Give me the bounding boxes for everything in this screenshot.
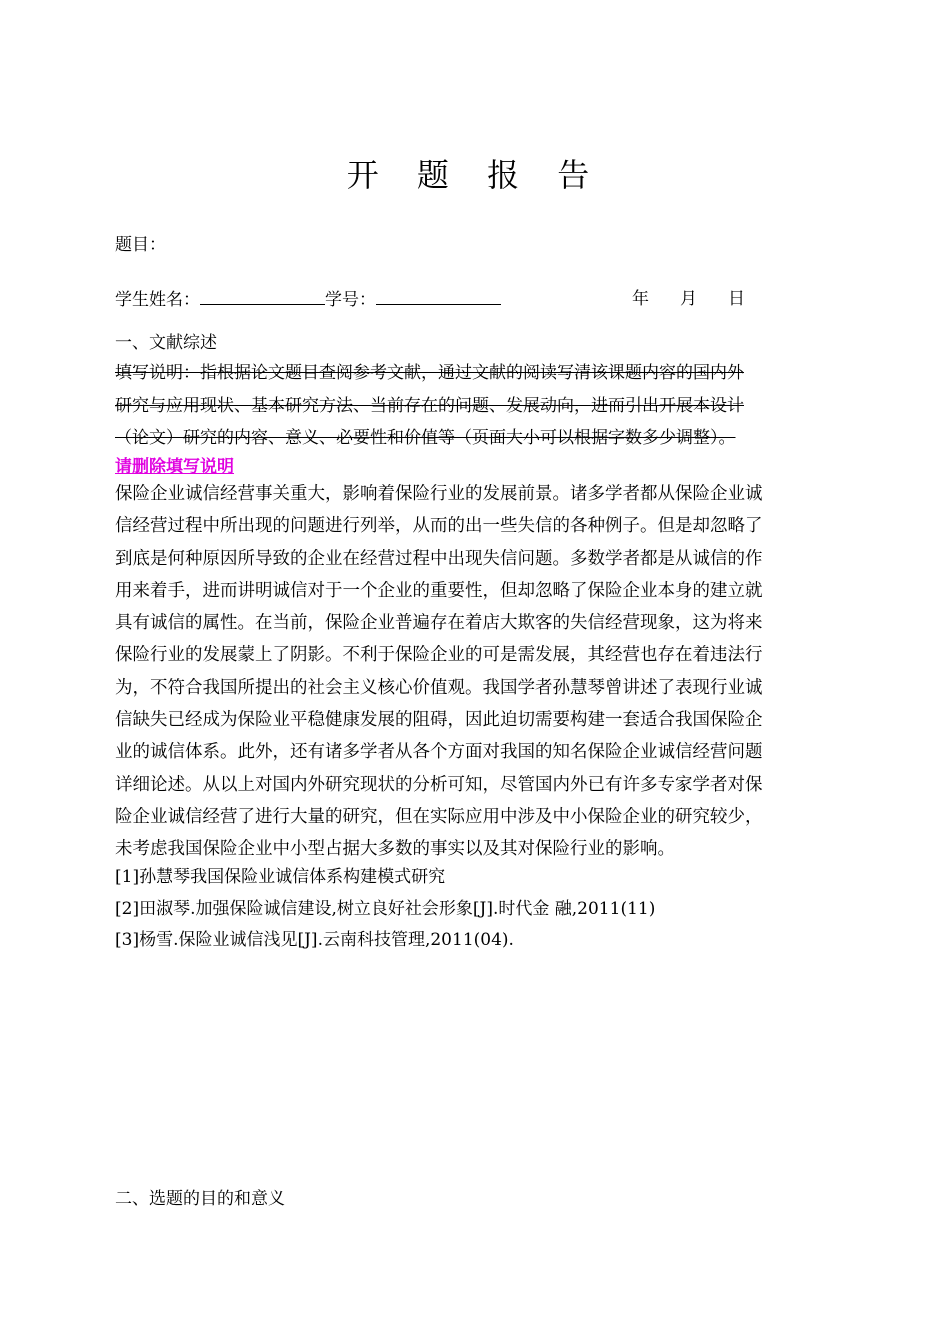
reference-item: [3]杨雪.保险业诚信浅见[J].云南科技管理,2011(04).	[115, 930, 514, 950]
instructions-line: 填写说明：指根据论文题目查阅参考文献，通过文献的阅读写清该课题内容的国内外	[115, 363, 744, 383]
date-year: 年	[632, 289, 649, 309]
student-name-blank	[200, 284, 325, 305]
date-day: 日	[728, 289, 745, 309]
date-month: 月	[680, 289, 697, 309]
literature-review-body	[115, 478, 837, 866]
fill-instructions	[115, 357, 837, 455]
page-title: 开 题 报 告	[346, 156, 604, 194]
body-line: 保险行业的发展蒙上了阴影。不利于保险企业的可是需发展，其经营也存在着违法行	[115, 645, 763, 666]
instructions-line: 研究与应用现状、基本研究方法、当前存在的问题、发展动向，进而引出开展本设计	[115, 395, 744, 416]
body-line: 保险企业诚信经营事关重大，影响着保险行业的发展前景。诸多学者都从保险企业诚	[115, 484, 763, 504]
student-info-row	[115, 284, 501, 310]
references-list	[115, 862, 655, 957]
section2-heading: 二、选题的目的和意义	[115, 1189, 285, 1209]
body-line: 险企业诚信经营了进行大量的研究，但在实际应用中涉及中小保险企业的研究较少，	[115, 806, 763, 827]
body-line: 信经营过程中所出现的问题进行列举，从而的出一些失信的各种例子。但是却忽略了	[115, 516, 763, 537]
student-id-blank	[376, 284, 501, 305]
delete-note: 请删除填写说明	[115, 457, 234, 477]
body-line: 详细论述。从以上对国内外研究现状的分析可知，尽管国内外已有许多专家学者对保	[115, 774, 763, 795]
topic-label: 题目：	[115, 235, 166, 255]
body-line: 为，不符合我国所提出的社会主义核心价值观。我国学者孙慧琴曾讲述了表现行业诚	[115, 677, 763, 698]
student-id-label: 学号：	[325, 290, 376, 310]
section1-heading: 一、文献综述	[115, 333, 217, 353]
body-line: 具有诚信的属性。在当前，保险企业普遍存在着店大欺客的失信经营现象，这为将来	[115, 613, 763, 634]
student-name-label: 学生姓名：	[115, 290, 200, 310]
body-line: 业的诚信体系。此外，还有诸多学者从各个方面对我国的知名保险企业诚信经营问题	[115, 742, 763, 763]
reference-item: [1]孙慧琴我国保险业诚信体系构建模式研究	[115, 867, 446, 887]
body-line: 用来着手，进而讲明诚信对于一个企业的重要性，但却忽略了保险企业本身的建立就	[115, 580, 763, 601]
body-line: 信缺失已经成为保险业平稳健康发展的阻碍，因此迫切需要构建一套适合我国保险企	[115, 710, 763, 731]
instructions-line: （论文）研究的内容、意义、必要性和价值等（页面大小可以根据字数多少调整）。	[115, 428, 736, 448]
body-line: 到底是何种原因所导致的企业在经营过程中出现失信问题。多数学者都是从诚信的作	[115, 548, 763, 569]
body-line: 未考虑我国保险企业中小型占据大多数的事实以及其对保险行业的影响。	[115, 839, 675, 860]
reference-item: [2]田淑琴.加强保险诚信建设,树立良好社会形象[J].时代金 融,2011(11)	[115, 898, 656, 919]
